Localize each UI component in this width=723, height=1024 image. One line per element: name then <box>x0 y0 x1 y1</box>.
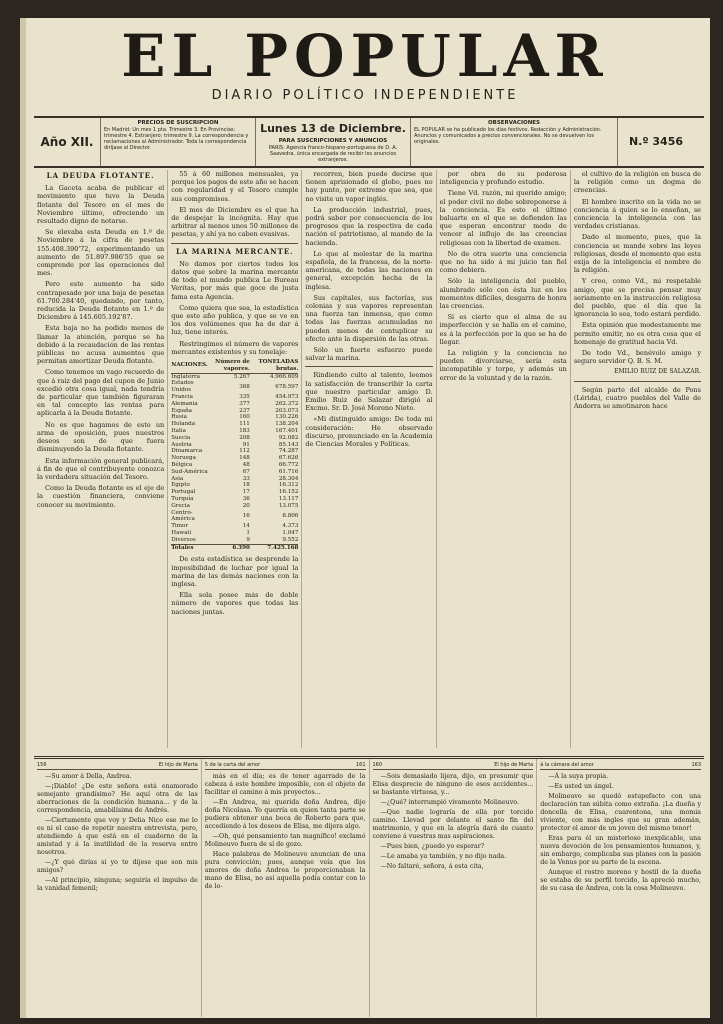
tonnage-cell: 13.117 <box>278 496 299 502</box>
subscription-prices <box>101 118 256 166</box>
paris-agency: PARIS: Agencia franco-hispano-portuguesa de D. A. Saavedra, única encargada de recibir los anuncios extranjeros. <box>268 145 398 163</box>
paragraph: No de otra suerte una conciencia que no ha sido á mi juicio tan fiel como debiera. <box>439 249 567 275</box>
paragraph: —Que nadie lograría de ella por torcido camino. Llevad por delante el santo fin del matrimonio, y que en la alegría dará de cuanto conviene á vuestras mas aspiraciones. <box>372 809 534 840</box>
paragraph: Según parte del alcalde de Pons (Lérida), cuatro pueblos del Valle de Andorra se amotinaron hace <box>573 385 702 411</box>
paragraph: «Mi distinguido amigo: De toda mi consideración: He observado discurso, pronunciado en la Academia de Ciencias Morales y Políticas. <box>305 415 433 449</box>
paragraph: —Sois demasiado lijera, dijo, en presumir que Elisa desprecie de ninguno de esos accidentes... se bastante virtuosa, y... <box>372 773 534 796</box>
tonnage-cell: 67.626 <box>278 455 299 462</box>
newspaper-title: EL POPULAR <box>121 22 609 90</box>
paragraph: —Ciertamente que voy y Delia Nice ese me lo es ni el caso de repetir nuestra entrevista, pero, atendiendo á que está en el cuaderno de la amistad y á la inutilidad de la reserva entre nosotros. <box>37 817 198 856</box>
serial-header <box>205 761 366 770</box>
issue-number: N.º 3456 <box>628 135 684 148</box>
paragraph: De todo Vd., benévolo amigo y seguro servidor Q. B. S. M. <box>573 349 702 366</box>
nation-cell: Rusia <box>171 414 188 421</box>
nation-cell: Hawaii <box>171 529 192 536</box>
nation-cell: Austria <box>171 441 192 448</box>
tonnage-cell: 203.073 <box>275 407 299 414</box>
table-row <box>171 421 298 428</box>
serial-page: á la cámara del amor <box>540 762 594 768</box>
serial-page: 160 <box>372 762 383 768</box>
paragraph: —Á la suya propia. <box>548 773 609 780</box>
paragraph: Hace palabras de Molineuvo anuncian de una pura convicción; pues, aunque veía que los amores de doña Andrea le proporcionaban la mano de Elisa, no así aquella podía contar con lo de lo- <box>204 851 366 890</box>
paragraph: El mes de Diciembre es el que ha de despejar la incógnita. Hay que arbitrar al menos unos 50 millones de pesetas, y ahí ya no caben evasivas. <box>171 205 299 239</box>
nation-cell: Portugal <box>171 489 196 496</box>
serial-column-3 <box>370 759 538 1017</box>
vessels-cell: 48 <box>242 462 250 469</box>
paragraph: Eras para él un misterioso inexplicable, una nueva devoción de los pensamientos humanos, y, sin embargo, complicaba sus planes con la pasión de la Venus por su parte de la escena. <box>540 835 701 866</box>
tonnage-cell: 7.425.168 <box>250 544 299 551</box>
paragraph: Esta baja no ha podido menos de llamar la atención, porque se ha debido á la recaudación de las rentas públicas no acusa aumentos que permitan amortizar Deuda flotante. <box>37 324 165 366</box>
vessels-cell: 1 <box>246 529 250 536</box>
observations-text: EL POPULAR se ha publicado los días festivos. Redacción y Administración. Anuncios y comunicados a precios convencionales. No se devuelven los originales. <box>414 127 602 145</box>
vessels-cell: 17 <box>242 489 250 496</box>
paragraph: 55 á 60 millones mensuales, ya porque los pagos de este año se hacen con regularidad y el Tesoro cumple sus compromisos. <box>171 170 299 203</box>
paragraph: La producción industrial, pues, podrá saber por consecuencia de los progresos que la respectiva de cada nación el patriotismo, al mando de la hacienda. <box>305 205 433 247</box>
column-5 <box>571 170 704 748</box>
paragraph: —Le amaba ya también, y no dijo nada. <box>380 853 507 860</box>
tonnage-cell: 16.152 <box>278 489 299 496</box>
paragraph: —Oh, qué pensamiento tan magnífico! exclamó Molineuvo fuera de sí de gozo. <box>204 833 366 848</box>
column-2 <box>168 170 302 748</box>
nation-cell: España <box>171 407 193 414</box>
article-columns <box>34 170 704 748</box>
nation-cell: Grecia <box>171 502 190 509</box>
nation-cell: Suecia <box>171 434 191 441</box>
subscriptions-heading: PARA SUSCRIPCIONES Y ANUNCIOS <box>278 138 388 144</box>
serial-header <box>37 761 198 770</box>
nation-cell: Timor <box>171 523 189 530</box>
table-row <box>171 394 298 401</box>
nation-cell: Asia <box>171 475 184 482</box>
serial-title: El hijo de Marta <box>494 762 534 768</box>
paragraph: —No faltaré, señora, á esta cita, <box>380 863 484 870</box>
column-1 <box>34 170 168 748</box>
table-row <box>171 380 298 394</box>
vessels-cell: 33 <box>242 475 250 482</box>
nation-cell: Estados Unidos <box>171 380 194 394</box>
table-row <box>171 469 298 476</box>
tonnage-cell: 1.047 <box>282 529 299 536</box>
paragraph: Lo que al molestar de la marina española, de la francesa, de la norte-americana, de todas las naciones en general, excepción hecha de la inglesa. <box>305 249 433 291</box>
tonnage-cell: 16.312 <box>278 482 299 489</box>
vessels-cell: 36 <box>242 496 250 502</box>
serial-column-4 <box>537 759 704 1017</box>
tonnage-cell: 678.597 <box>275 383 299 390</box>
paragraph: Sus capitales, sus factorías, sus colonias y sus vapores representan una fuerza tan inmensa, que como todas las fuerzas acumuladas no pueden menos de centuplicar su efecto ante la dispersión de las otras. <box>305 293 433 343</box>
paragraph: Tiene Vd. razón, mi querido amigo; el poder civil no debe sobreponerse á la conciencia. Es esto el último baluarte en el que se defienden las que esperan encontrar modo de vencer al influjo de las creencias religiosas con la libertad de examen. <box>439 189 567 247</box>
table-header-row <box>171 359 298 373</box>
vessels-cell: 16 <box>242 512 250 519</box>
article-heading-marina: LA MARINA MERCANTE. <box>175 246 294 256</box>
vessels-cell: 9 <box>246 536 250 543</box>
table-row <box>171 428 298 435</box>
vessels-cell: 368 <box>239 383 250 390</box>
paragraph: Como la Deuda flotante es el eje de la cuestión financiera, conviene conocer su movimiento. <box>37 484 165 509</box>
table-row <box>171 462 298 469</box>
paragraph: Como quiera que sea, la estadística que este año publica, y que se ve en los dos volúmenes que ha de dar á luz, tiene interés. <box>171 303 299 337</box>
table-row <box>171 455 298 462</box>
serial-header <box>540 761 701 770</box>
paragraph: Molineuvo se quedó estupefacto con una declaración tan súbita como extraña. ¡La dueña y doncella de Elisa, cuarentona, una momia viviente, con más ingles que su gran ademán, protector el amor de un joven del mismo tenor! <box>540 793 701 832</box>
paragraph: No es que hagamos de esto un arma de oposición, pues nuestros deseos son de que fuera disminuyendo la Deuda flotante. <box>37 420 165 454</box>
date-box <box>256 118 411 166</box>
tonnage-cell: 61.716 <box>278 468 299 475</box>
table-row <box>171 448 298 455</box>
page-edge <box>20 18 26 1018</box>
vessels-cell: 67 <box>242 468 250 475</box>
table-row <box>171 408 298 415</box>
vessels-cell: 5.267 <box>233 373 250 380</box>
paragraph: el cultivo de la religión en busca de la religión como un dogma de creencias. <box>573 170 702 195</box>
paragraph: Aunque el rostro moreno y hostil de la dueña se estaba de su perfil torcido, la apreció mucho, de su casa de Andrea, con la cosa Molineuvo. <box>540 869 701 892</box>
serial-novel-strip <box>34 756 704 1017</box>
paragraph: —¿Qué? interrumpió vivamente Molineuvo. <box>380 799 519 806</box>
tonnage-cell: 9.552 <box>282 536 299 543</box>
serial-column-2 <box>202 759 370 1017</box>
observations <box>411 118 618 166</box>
paragraph: No damos por ciertos todos los datos que sobre la marina mercante de todo el mundo publica Le Bureau Veritas, por más que goce de justa fama esta Agencia. <box>171 259 299 301</box>
paragraph: Rindiendo culto al talento, leemos la satisfacción de transcribir la carta que nuestro particular amigo D. Emilio Ruiz de Salazar dirigió al Excmo. Sr. D. José Moreno Nieto. <box>305 371 433 413</box>
serial-title: El hijo de Marta <box>158 762 198 768</box>
nation-cell: Turquía <box>171 496 194 502</box>
nation-cell: NACIONES. <box>171 359 211 373</box>
nation-cell: Centro-América <box>171 509 195 523</box>
table-row <box>171 476 298 483</box>
divider <box>171 243 298 244</box>
tonnage-cell: 28.304 <box>278 475 299 482</box>
nation-cell: Italia <box>171 428 186 435</box>
paragraph: El hombre inscrito en la vida no se conciencia á quien se lo enseñan, se conciencia la inteligencia con las verdades cristianas. <box>573 197 702 231</box>
paragraph: Ella sola posee más de doble número de vapores que todas las naciones juntas. <box>171 591 299 616</box>
vessels-cell: 160 <box>239 414 250 421</box>
vessels-cell: 14 <box>242 523 250 530</box>
vessels-cell: 112 <box>239 448 250 455</box>
prices-heading: PRECIOS DE SUSCRIPCION <box>137 120 219 126</box>
tonnage-cell: 130.226 <box>275 414 299 421</box>
table-row <box>171 537 298 544</box>
divider <box>574 381 701 382</box>
nation-cell: Bélgica <box>171 462 193 469</box>
serial-header <box>373 761 534 770</box>
table-row <box>171 442 298 449</box>
serial-title: 163 <box>691 762 701 768</box>
table-row <box>171 435 298 442</box>
tonnage-cell: 8.806 <box>282 512 299 519</box>
paragraph: recorren, bien puede decirse que tienen aprisionado el globo, pues no hay punto, por extremo que sea, que no visite un vapor inglés. <box>305 170 433 203</box>
table-row <box>171 489 298 496</box>
tonnage-cell: 4.373 <box>282 523 299 530</box>
paragraph: —Al principio, ninguna; seguiría el impulso de la vanidad femenil; <box>37 877 198 892</box>
table-row <box>171 510 298 524</box>
nation-cell: Sud-América <box>171 468 208 475</box>
table-row <box>171 401 298 408</box>
table-row <box>171 373 298 380</box>
paragraph: Si es cierto que el alma de su imperfección y se halla en el camino, es á la perfección por la que se ha de llegar. <box>439 313 567 346</box>
tonnage-cell: 13.075 <box>278 502 299 509</box>
vessels-cell: 6.390 <box>211 544 250 551</box>
vessels-cell: 335 <box>239 394 250 401</box>
tonnage-cell: 262.372 <box>275 400 299 407</box>
table-row <box>171 482 298 489</box>
nation-cell: Inglaterra <box>171 373 200 380</box>
tonnage-cell: 167.401 <box>275 428 299 435</box>
newspaper-subtitle: DIARIO POLÍTICO INDEPENDIENTE <box>211 88 519 103</box>
paragraph: Sólo la inteligencia del pueblo, alumbrado sólo con ésta luz en los momentos difíciles, desgarra de honra las creencias. <box>439 277 567 311</box>
table-row <box>171 414 298 421</box>
masthead <box>20 24 710 103</box>
newspaper-page <box>20 18 710 1018</box>
nation-cell: Noruega <box>171 455 196 462</box>
table-row <box>171 530 298 537</box>
article-heading-deuda: LA DEUDA FLOTANTE. <box>46 171 155 180</box>
paragraph: Sólo un fuerte esfuerzo puede salvar la marina. <box>305 346 433 363</box>
prices-text: En Madrid: Un mes 1 pta. Trimestre 3. En Provincias: trimestre 4. Extranjero: trimestre 9. La correspondencia y reclamaciones al Administrador. Toda la correspondencia diríjase al Director. <box>104 127 249 151</box>
paragraph: —¡Diablo! ¿De este señora está enamorado semejante grandísimo? He aquí otra de las aberraciones de la condición humana... y de la correspondencia, amabilísima de Andrés. <box>37 783 198 814</box>
paragraph: Restringimos el número de vapores mercantes existentes y su tonelaje: <box>171 339 299 356</box>
nation-cell: Dinamarca <box>171 448 203 455</box>
tonnage-cell: 74.287 <box>278 448 299 455</box>
nation-cell: Holanda <box>171 421 196 428</box>
column-3 <box>302 170 436 748</box>
divider <box>305 366 432 367</box>
info-bar <box>34 116 704 168</box>
paragraph: Y creo, como Vd., mi respetable amigo, que se precisa pensar muy seriamente en la instrucción religiosa del pueblo, que el día que la ignorancia lo sea, todo estará perdido. <box>573 277 702 319</box>
letter-signature: EMILIO RUIZ DE SALAZAR. <box>614 368 702 376</box>
paragraph: La Gaceta acaba de publicar el movimiento que tuvo la Deuda flotante del Tesoro en el mes de Noviembre último, ofreciendo un resultado digno de notarse. <box>37 184 165 226</box>
tonnage-cell: 4.966.609 <box>269 373 299 380</box>
table-total-row <box>171 544 298 551</box>
nation-cell: Francia <box>171 394 193 401</box>
tonnage-cell: 138.204 <box>275 421 299 428</box>
paragraph: Se elevaba esta Deuda en 1.º de Noviembre á la cifra de pesetas 155.408.390'72, experimentando un aumento de 51.897.986'55 que se comprende por las operaciones del mes. <box>37 228 165 278</box>
vessels-cell: Número de vapores. <box>211 359 250 373</box>
paragraph: Dado el momento, pues, que la conciencia se mande sobre las leyes religiosas, desde el momento que esta exija de la inteligencia el nombre de la religión. <box>573 233 702 275</box>
paragraph: —En Andrea, mi querida doña Andrea, dijo doña Nicolasa. Yo querría en quien tanta parte se pudiera obtener una boca de Roberto para que, accediendo á los deseos de Elisa, me dijera algo. <box>204 799 366 830</box>
fleet-table <box>171 359 298 551</box>
vessels-cell: 237 <box>239 407 250 414</box>
vessels-cell: 20 <box>242 502 250 509</box>
paragraph: por obra de su poderosa inteligencia y profundo estudio. <box>439 170 567 187</box>
tonnage-cell: 454.973 <box>275 394 299 401</box>
serial-page: 156 <box>37 762 47 768</box>
tonnage-cell: 66.772 <box>278 462 299 469</box>
paragraph: —Pues bien, ¿puedo yo esperar? <box>380 843 485 850</box>
paragraph: —¿Y qué dirías si yo te dijese que son mis amigos? <box>37 859 198 874</box>
tonnage-cell: TONELADAS brutas. <box>250 359 299 373</box>
paragraph: La religión y la conciencia no pueden divorciarse, sería esta incompatible y torpe, y además un error de la voluntad y de la razón. <box>439 349 567 382</box>
paragraph: Como tenemos un vago recuerdo de que á raíz del pago del cupon de Junio excedió otra cosa igual, nada tendría de particular que también figuraran en tal concepto las rentas para aplicarla á la Deuda flotante. <box>37 368 165 418</box>
nation-cell: Alemania <box>171 400 198 407</box>
year-label: Año XII. <box>34 118 101 166</box>
paragraph: —Es usted un ángel. <box>548 783 614 790</box>
vessels-cell: 18 <box>242 482 250 489</box>
vessels-cell: 91 <box>242 441 250 448</box>
paragraph: más en el día; es de tener agarrado de la cabeza á este hombre imposible, con el objeto de facilitar el camino á mis proyectos... <box>204 773 366 796</box>
tonnage-cell: 85.143 <box>278 441 299 448</box>
paragraph: Pero este aumento ha sido contrapesado por una baja de pesetas 61.700.284'40, quedando, por tanto, reducida la Deuda flotante en 1.º de Diciembre á 145.605.192'87. <box>37 280 165 322</box>
serial-page: 5 de la carta del amor <box>204 762 261 768</box>
table-row <box>171 523 298 530</box>
vessels-cell: 148 <box>239 455 250 462</box>
tonnage-cell: 92.082 <box>278 434 299 441</box>
paragraph: —Su amor á Della, Andrea. <box>45 773 132 780</box>
serial-title: 161 <box>355 762 366 768</box>
column-4 <box>437 170 571 748</box>
serial-column-1 <box>34 759 202 1017</box>
vessels-cell: 111 <box>239 421 250 428</box>
vessels-cell: 377 <box>239 400 250 407</box>
nation-cell: Diversos <box>171 536 196 543</box>
paragraph: Esta información general publicará, á fin de que el contribuyente conozca la verdadera situación del Tesoro. <box>37 456 165 481</box>
paragraph: Esta opinión que modestamente me permito emitir, no es otra cosa que el homenaje de gratitud hacia Vd. <box>573 321 702 346</box>
table-row <box>171 496 298 503</box>
observations-heading: OBSERVACIONES <box>487 120 541 126</box>
nation-cell: Totales <box>171 544 211 551</box>
nation-cell: Egipto <box>171 482 190 489</box>
vessels-cell: 208 <box>239 434 250 441</box>
paragraph: De esta estadística se desprende la imposibilidad de luchar por igual la marina de las demás naciones con la inglesa. <box>171 555 299 588</box>
table-row <box>171 503 298 510</box>
issue-date: Lunes 13 de Diciembre. <box>260 122 406 135</box>
vessels-cell: 183 <box>239 428 250 435</box>
